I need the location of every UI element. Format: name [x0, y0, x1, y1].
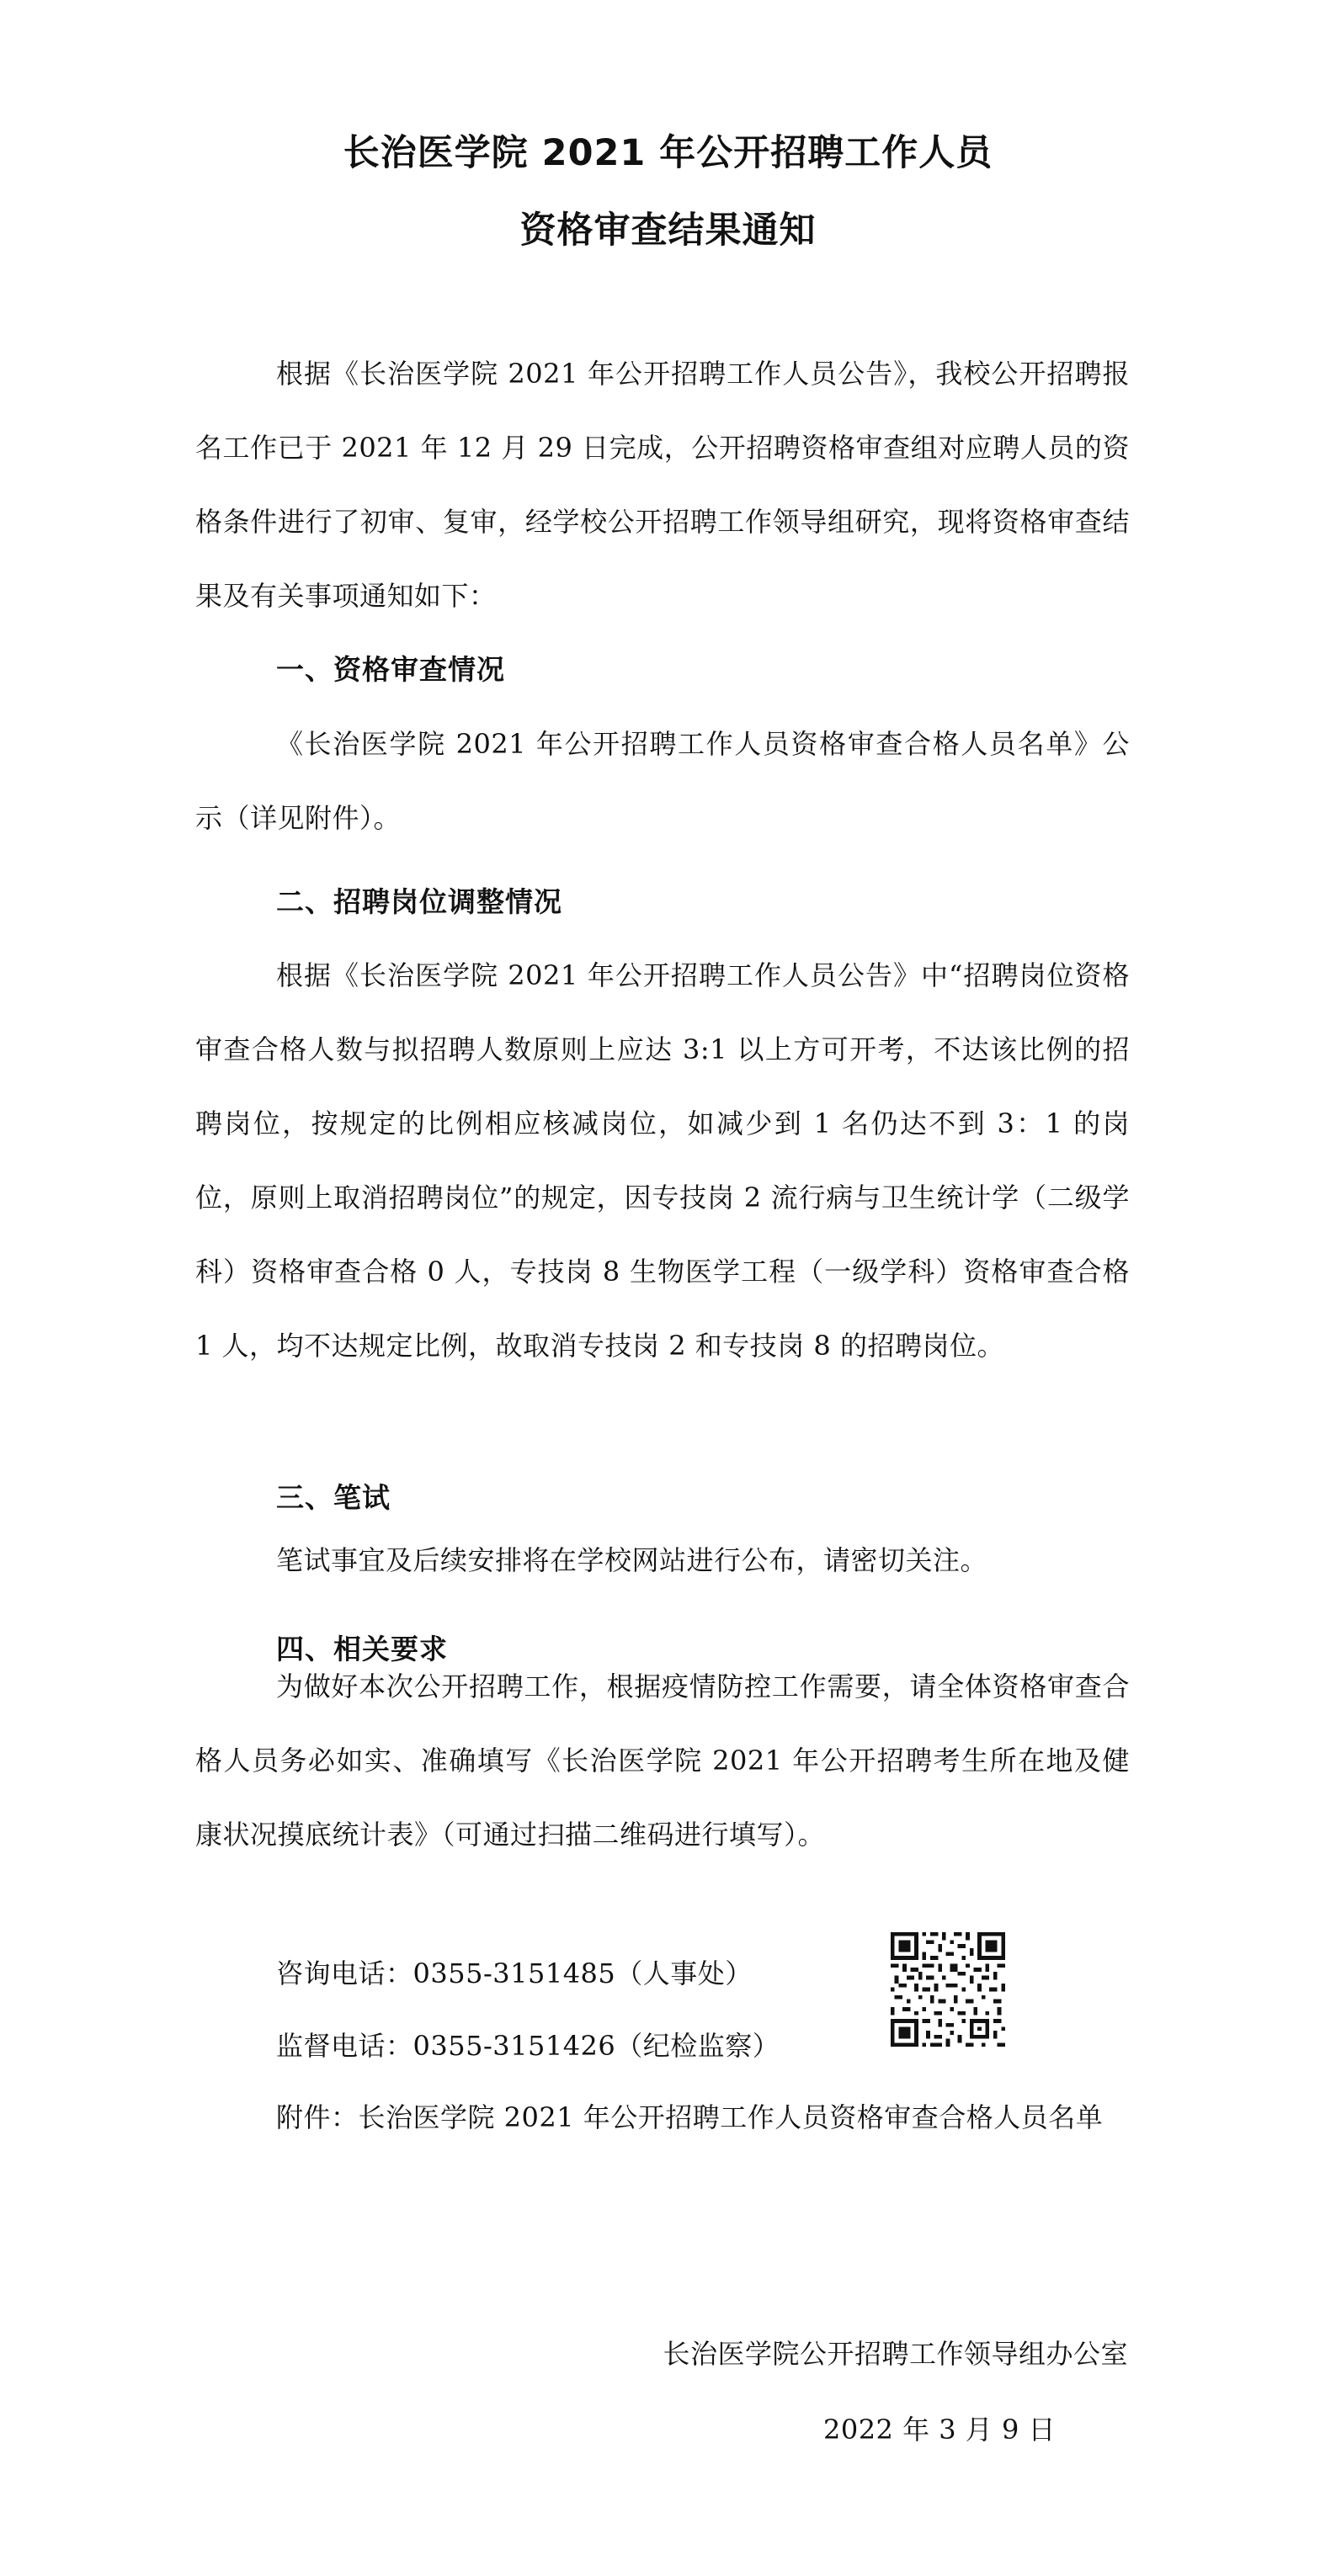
section-4-heading: 四、相关要求: [276, 1633, 448, 1665]
supervise-phone: 监督电话：0355-3151426（纪检监察）: [276, 2030, 780, 2062]
document-title-line2: 资格审查结果通知: [519, 210, 817, 252]
issue-date: 2022 年 3 月 9 日: [822, 2414, 1056, 2446]
document-title-line1: 长治医学院 2021 年公开招聘工作人员: [343, 132, 993, 174]
section-3-body: 笔试事宜及后续安排将在学校网站进行公布，请密切关注。: [276, 1544, 988, 1576]
section-2-body: 根据《长治医学院 2021 年公开招聘工作人员公告》中“招聘岗位资格审查合格人数与拟招聘人数原则上应达 3:1 以上方可开考，不达该比例的招聘岗位，按规定的比例相应核减岗位，如减少到 1 名仍达不到 3：1 的岗位，原则上取消招聘岗位”的规定，因专技岗 2 流行病与卫生统计学（二级学科）资格审查合格 0 人，专技岗 8 生物医学工程（一级学科）资格审查合格 1 人，均不达规定比例，故取消专技岗 2 和专技岗 8 的招聘岗位。: [195, 959, 1130, 1362]
intro-paragraph: 根据《长治医学院 2021 年公开招聘工作人员公告》，我校公开招聘报名工作已于 2021 年 12 月 29 日完成，公开招聘资格审查组对应聘人员的资格条件进行了初审、复审，经学校公开招聘工作领导组研究，现将资格审查结果及有关事项通知如下：: [195, 358, 1130, 612]
consult-phone: 咨询电话：0355-3151485（人事处）: [276, 1957, 753, 1989]
section-2-heading: 二、招聘岗位调整情况: [276, 885, 562, 918]
section-1-heading: 一、资格审查情况: [276, 653, 505, 686]
attachment-line: 附件：长治医学院 2021 年公开招聘工作人员资格审查合格人员名单: [276, 2101, 1104, 2133]
section-1-body: 《长治医学院 2021 年公开招聘工作人员资格审查合格人员名单》公示（详见附件）。: [195, 728, 1130, 834]
section-3-heading: 三、笔试: [276, 1481, 391, 1514]
qr-code-icon: [891, 1932, 1005, 2047]
section-4-body: 为做好本次公开招聘工作，根据疫情防控工作需要，请全体资格审查合格人员务必如实、准确填写《长治医学院 2021 年公开招聘考生所在地及健康状况摸底统计表》（可通过扫描二维码进行填写）。: [195, 1670, 1130, 1851]
issuing-office: 长治医学院公开招聘工作领导组办公室: [663, 2338, 1128, 2370]
